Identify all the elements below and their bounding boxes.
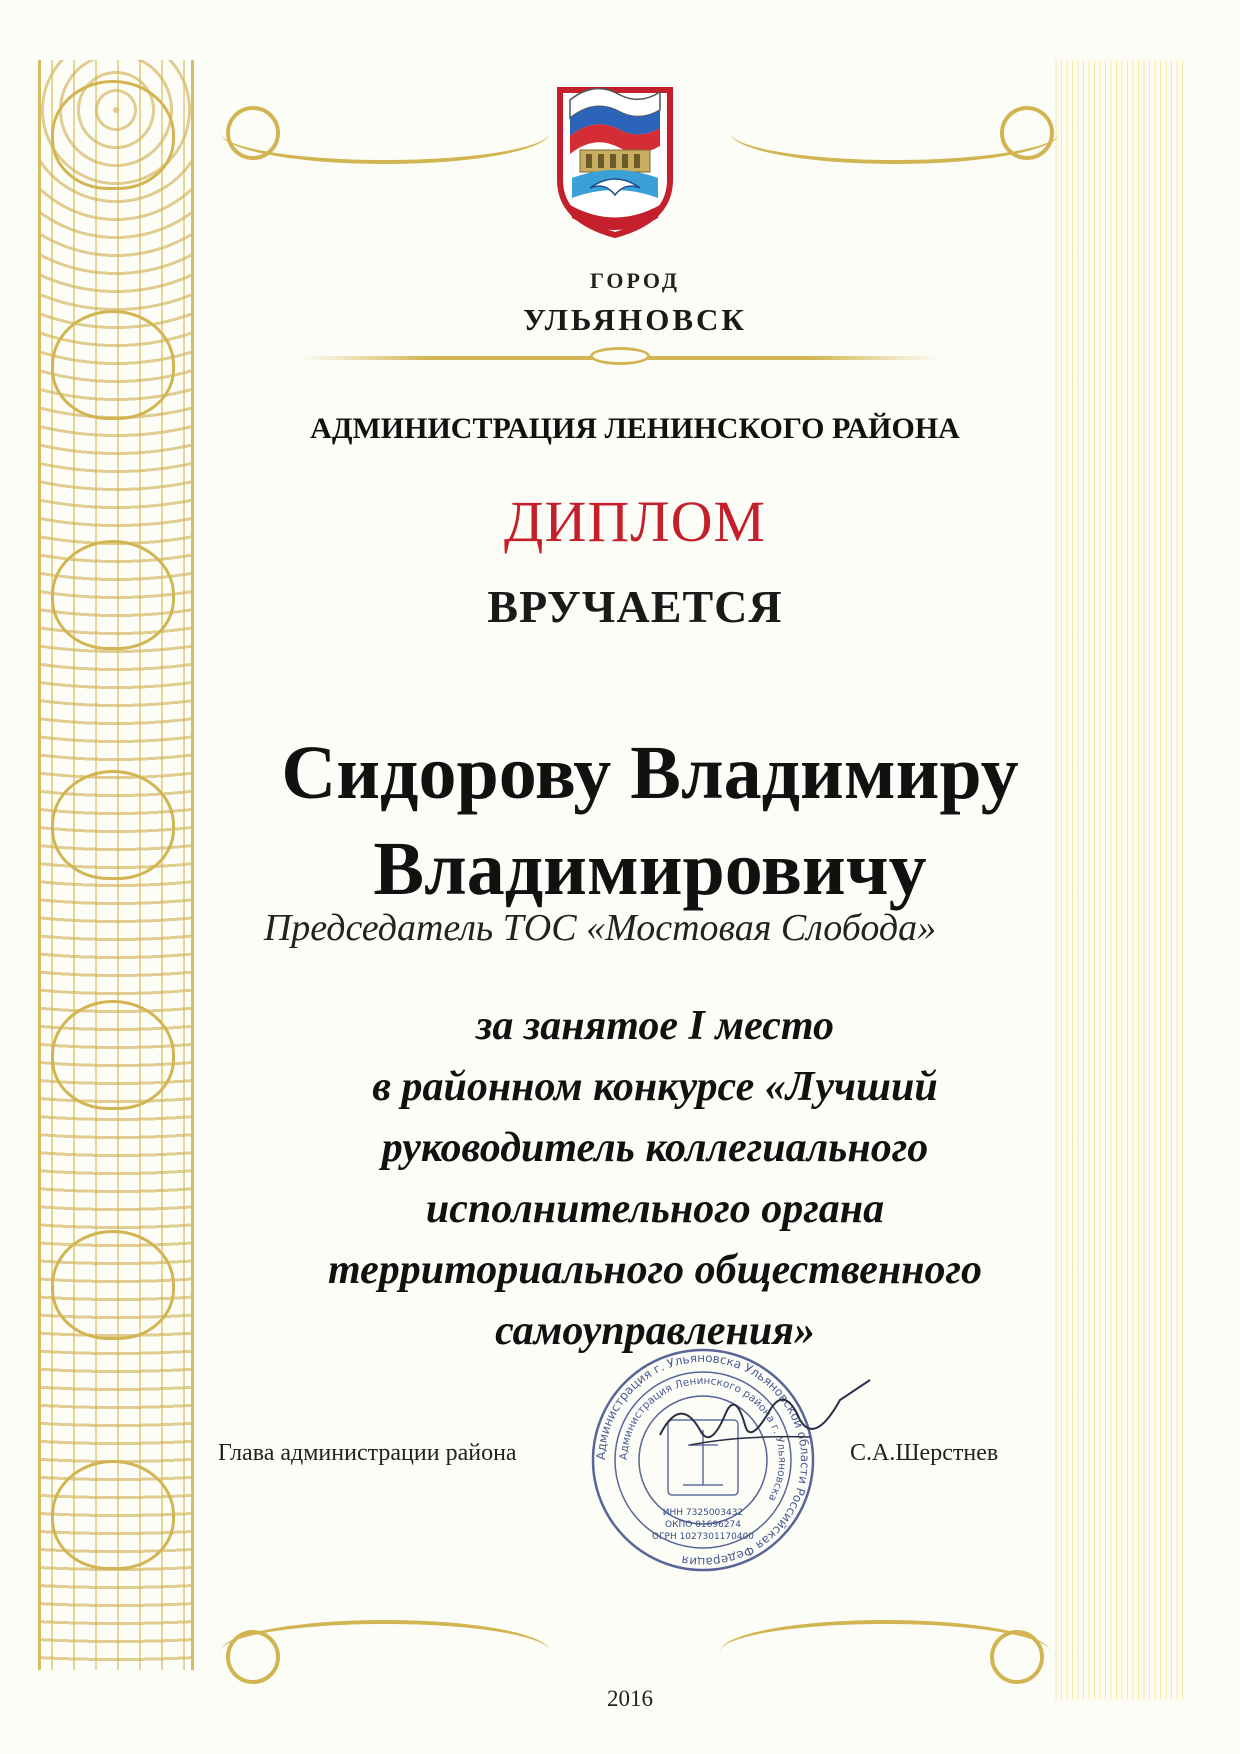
city-name: УЛЬЯНОВСК bbox=[523, 302, 747, 337]
right-pinstripe-border bbox=[1055, 60, 1185, 1700]
border-ornament bbox=[51, 770, 175, 880]
signer-title: Глава администрации района bbox=[218, 1440, 517, 1466]
border-ornament bbox=[51, 310, 175, 420]
diploma-title: ДИПЛОМ bbox=[503, 489, 767, 554]
gold-divider bbox=[300, 356, 940, 360]
left-ornamental-border bbox=[38, 60, 194, 1670]
stamp-inn: ИНН 7325003432 bbox=[662, 1508, 744, 1518]
stamp-ogrn: ОГРН 1027301170400 bbox=[651, 1532, 755, 1542]
recipient-position: Председатель ТОС «Мостовая Слобода» bbox=[263, 907, 937, 949]
reason-line: территориального общественного bbox=[327, 1247, 983, 1293]
recipient-name-line1: Сидорову Владимиру bbox=[281, 731, 1019, 815]
awarded-label: ВРУЧАЕТСЯ bbox=[487, 581, 783, 632]
reason-line: руководитель коллегиального bbox=[381, 1125, 929, 1171]
top-left-flourish bbox=[220, 100, 550, 164]
border-ornament bbox=[51, 540, 175, 650]
stamp-inner-text: Администрация Ленинского района г. Ульяновска bbox=[617, 1374, 789, 1504]
top-right-flourish bbox=[730, 100, 1060, 164]
handwritten-signature bbox=[650, 1375, 880, 1475]
district-emblem bbox=[540, 70, 690, 240]
city-label: ГОРОД bbox=[589, 268, 681, 293]
border-ornament bbox=[51, 1000, 175, 1110]
signature-icon bbox=[650, 1375, 880, 1475]
emblem-icon bbox=[540, 70, 690, 240]
year: 2016 bbox=[607, 1686, 653, 1711]
stamp-outer-text: Администрация г. Ульяновска Ульяновской области Российская Федерация bbox=[593, 1350, 813, 1570]
stamp-okpo: ОКПО 01696274 bbox=[665, 1520, 741, 1530]
reason-line: самоуправления» bbox=[495, 1308, 815, 1354]
border-ornament bbox=[51, 1230, 175, 1340]
recipient-name-line2: Владимировичу bbox=[373, 827, 927, 911]
bottom-right-flourish bbox=[720, 1620, 1050, 1684]
administration-name: АДМИНИСТРАЦИЯ ЛЕНИНСКОГО РАЙОНА bbox=[310, 412, 960, 445]
bottom-left-flourish bbox=[220, 1620, 550, 1684]
reason-line: за занятое I место bbox=[476, 1003, 834, 1049]
border-ornament bbox=[51, 1460, 175, 1570]
reason-line: в районном конкурсе «Лучший bbox=[372, 1064, 938, 1110]
signer-name: С.А.Шерстнев bbox=[850, 1440, 999, 1466]
border-ornament bbox=[51, 80, 175, 190]
reason-line: исполнительного органа bbox=[425, 1186, 885, 1232]
